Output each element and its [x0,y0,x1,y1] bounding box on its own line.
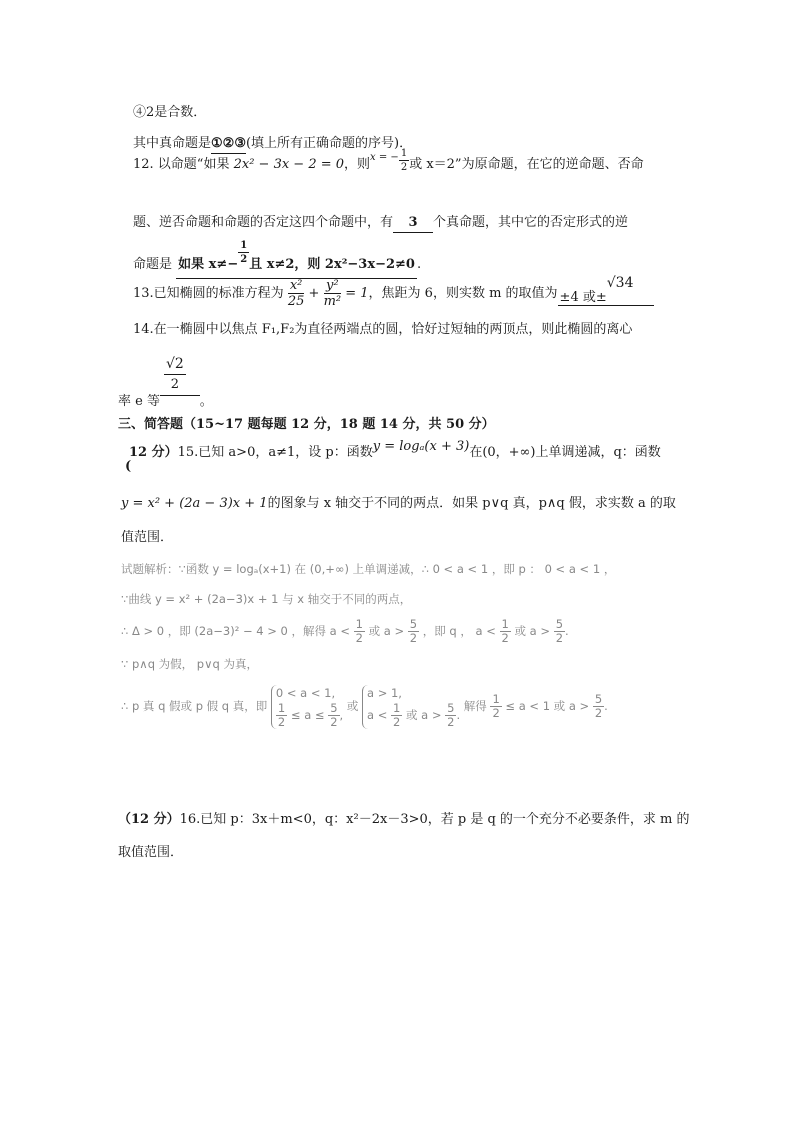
q13-prefix: 13.已知椭圆的标准方程为 [133,286,284,301]
case-system-1: 0 < a < 1, $\frac{1}{2}$ ≤ a ≤ $\frac{5}{2}$ , [271,685,343,729]
q13-frac-y: $\frac{\text{y²}}{\text{m²}}$ [323,278,342,309]
frac-one-half-c: $\frac{1}{2}$ [277,700,286,729]
q12-mid2: 或 x＝2”为原命题，在它的逆命题、否命 [409,157,644,172]
q12-line2-a: 题、逆否命题和命题的否定这四个命题中，有 [133,215,394,230]
q12-count-answer: 3 [393,214,433,233]
frac-one-half-e: $\frac{1}{2}$ [492,692,500,720]
q13-line [133,276,654,312]
q16-line1 [118,811,690,829]
q12-line2-b: 个真命题，其中它的否定形式的逆 [433,215,629,230]
q12-line3-a: 命题是 [133,257,173,272]
q16-line2: 取值范围． [118,845,184,860]
q13-answer: ±4 或±√34 [558,290,654,306]
p2-prefix: 其中真命题是 [133,136,212,151]
solution-line5: ∴ p 真 q 假或 p 假 q 真，即 0 < a < 1, $\frac{1}{2}$ ≤ a ≤ $\frac{5}{2}$ , 或 a > 1, a < $\frac{1}{2}$ 或 a > $\frac{5}{2}$ . 解得 $\frac{1}{2}$ ≤ a < 1 或 a > $\frac{5}{2}$ . [121,685,608,729]
solution-line2: ∵曲线 y = x² + (2a−3)x + 1 与 x 轴交于不同的两点， [121,592,412,606]
q12-line2 [133,214,628,233]
q12-line1 [133,146,644,184]
q12-prefix: 12. 以命题“如果 [133,157,230,172]
q15-line1-b: 在(0，+∞)上单调递减，q：函数 [469,445,661,460]
q12-answer-half: $\frac{1}{2}$ [240,240,248,265]
frac-one-half-b: $\frac{1}{2}$ [501,617,509,645]
q13-eq-one: = 1 [345,286,369,301]
q15-line2 [121,495,676,513]
q12-half: $\frac{1}{2}$ [400,148,408,173]
p2-suffix: (填上所有正确命题的序号)． [245,136,413,151]
q13-mid: ，焦距为 6，则实数 m 的取值为 [368,286,558,301]
solution-line1: 试题解析：∵函数 y = logₐ(x+1) 在 (0,+∞) 上单调递减，∴ 0 < a < 1 ，即 p ： 0 < a < 1 ， [121,562,616,576]
q14-line1: 14.在一椭圆中以焦点 F₁,F₂为直径两端点的圆，恰好过短轴的两顶点，则此椭圆的离心 [133,322,633,337]
frac-five-half-a: $\frac{5}{2}$ [409,617,418,645]
p2-answer: ①②③ [211,135,246,154]
q13-frac-x: $\frac{\text{x²}}{25}$ [287,278,305,309]
case-system-2: a > 1, a < $\frac{1}{2}$ 或 a > $\frac{5}{2}$ . [362,685,460,729]
q14-answer: $\frac{√2}{2}$ [160,354,200,396]
q14-suffix: 。 [199,393,213,409]
sqrt-34: √34 [606,275,634,291]
frac-five-half-c: $\frac{5}{2}$ [330,700,338,729]
q15-line1 [120,439,661,480]
solution-line3: ∴ Δ > 0 ，即 (2a−3)² − 4 > 0 ，解得 a < $\frac{1}{2}$ 或 a > $\frac{5}{2}$ ，即 q ， a < $\frac{1}{2}$ 或 a > $\frac{5}{2}$ . [121,617,569,645]
q12-x-eq: x = − [370,152,399,163]
q16-text: 16.已知 p：3x＋m<0，q：x²－2x－3>0，若 p 是 q 的一个充分不必要条件，求 m 的 [179,812,690,827]
frac-one-half-a: $\frac{1}{2}$ [355,617,363,645]
q12-line3-end: . [416,257,422,272]
q12-line3 [133,233,422,272]
q12-equation: 2x² − 3x − 2 = 0 [233,157,345,172]
q13-plus: + [308,286,320,301]
q16-points: （12 分） [118,812,180,827]
section-3-heading: 三、简答题（15~17 题每题 12 分，18 题 14 分，共 50 分） [118,417,495,432]
q14-line2 [118,354,213,409]
frac-five-half-e: $\frac{5}{2}$ [594,692,603,720]
q15-curve: y = x² + (2a − 3)x + 1 [121,496,268,511]
q12-negation-answer: 如果 x≠− $\frac{1}{2}$ 且 x≠2，则 2x²−3x−2≠0 [176,251,417,279]
q15-line1-a: 15.已知 a>0，a≠1，设 p：函数 [177,445,373,460]
q14-prefix: 率 e 等 [118,393,160,409]
frac-five-half-d: $\frac{5}{2}$ [447,700,455,729]
statement-4: ④2是合数． [133,105,207,120]
solution-line4: ∵ p∧q 为假， p∨q 为真， [121,657,258,671]
q15-paren: ( [125,459,132,474]
q12-mid1: ，则 [344,157,371,172]
q15-line3: 值范围． [121,530,174,545]
frac-one-half-d: $\frac{1}{2}$ [393,700,401,729]
q15-line2-b: 的图象与 x 轴交于不同的两点．如果 p∨q 真，p∧q 假，求实数 a 的取 [267,496,676,511]
q15-points: 12 分） [129,445,178,460]
q15-function: y = logₐ(x + 3) [372,439,470,454]
frac-five-half-b: $\frac{5}{2}$ [555,617,564,645]
